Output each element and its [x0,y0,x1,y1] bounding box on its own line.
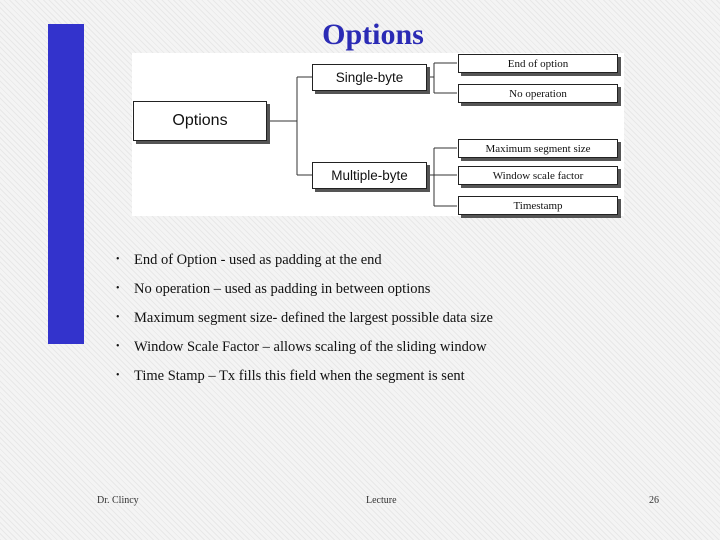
bullet-list [116,250,493,395]
footer-author: Dr. Clincy [97,495,139,506]
footer-page-number: 26 [649,495,659,506]
leaf-maximum-segment-size: Maximum segment size [458,139,618,158]
node-single-byte: Single-byte [312,64,427,91]
bullet-item [116,250,493,279]
bullet-marker: • [116,341,120,352]
root-node-options: Options [133,101,267,141]
bullet-text: Maximum segment size- defined the largest possible data size [134,310,493,326]
slide-title: Options [322,18,424,51]
bullet-item [116,337,493,366]
bullet-item [116,308,493,337]
bullet-item [116,279,493,308]
bullet-marker: • [116,283,120,294]
bullet-text: End of Option - used as padding at the end [134,252,382,268]
bullet-marker: • [116,312,120,323]
bullet-item [116,366,493,395]
bullet-text: Window Scale Factor – allows scaling of the sliding window [134,339,487,355]
leaf-window-scale-factor: Window scale factor [458,166,618,185]
bullet-text: Time Stamp – Tx fills this field when the segment is sent [134,368,465,384]
leaf-no-operation: No operation [458,84,618,103]
accent-bar [48,24,84,344]
leaf-end-of-option: End of option [458,54,618,73]
bullet-marker: • [116,254,120,265]
footer-center-label: Lecture [366,495,397,506]
bullet-marker: • [116,370,120,381]
options-tree-diagram [132,53,624,216]
leaf-timestamp: Timestamp [458,196,618,215]
bullet-text: No operation – used as padding in between options [134,281,431,297]
node-multiple-byte: Multiple-byte [312,162,427,189]
